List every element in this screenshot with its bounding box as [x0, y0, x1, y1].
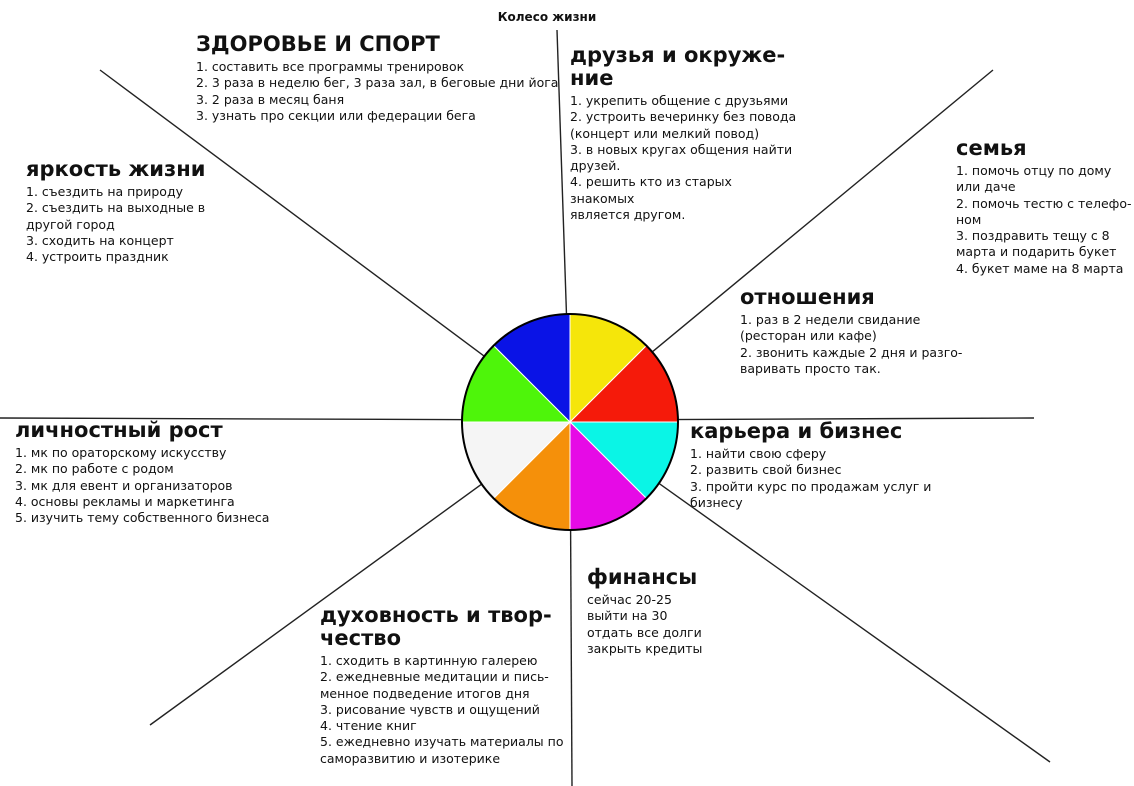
list-item: 4. букет маме на 8 марта: [956, 260, 1124, 276]
sector-title: яркость жизни: [26, 157, 206, 181]
list-item: 4. чтение книг: [320, 718, 417, 734]
list-item: 2. 3 раза в неделю бег, 3 раза зал, в беговые дни йога: [196, 75, 559, 91]
list-item: 3. пройти курс по продажам услуг и: [690, 478, 932, 494]
list-item: 3. узнать про секции или федерации бега: [196, 107, 476, 123]
sector-friends-environment: [570, 44, 800, 223]
list-item: 1. мк по ораторскому искусству: [15, 445, 227, 460]
list-item: 1. раз в 2 недели свидание: [740, 312, 921, 327]
list-item: 3. в новых кругах общения найти: [570, 141, 793, 157]
list-item: 2. развить свой бизнес: [690, 462, 842, 478]
list-item: 3. рисование чувств и ощущений: [320, 701, 540, 717]
sector-title: личностный рост: [15, 418, 223, 442]
sector-title-line: чество: [320, 626, 401, 650]
sector-title: семья: [956, 136, 1027, 160]
list-item: является другом.: [570, 207, 686, 223]
sector-finance: [587, 566, 747, 657]
sector-relationships: [740, 286, 968, 377]
list-item: 3. сходить на концерт: [26, 232, 174, 248]
list-item: сейчас 20-25: [587, 592, 672, 607]
sector-title: ЗДОРОВЬЕ И СПОРТ: [196, 32, 440, 56]
sector-family: [956, 137, 1134, 277]
list-item: варивать просто так.: [740, 360, 881, 376]
list-item: закрыть кредиты: [587, 640, 703, 656]
sector-title: финансы: [587, 565, 698, 589]
list-item: 2. устроить вечеринку без повода: [570, 109, 797, 125]
list-item: 5. ежедневно изучать материалы по: [320, 734, 564, 750]
list-item: 4. устроить праздник: [26, 249, 169, 265]
sector-title: карьера и бизнес: [690, 419, 903, 443]
list-item: 4. решить кто из старых знакомых: [570, 174, 732, 206]
list-item: выйти на 30: [587, 608, 668, 624]
sector-spirituality-creativity: [320, 604, 570, 767]
wheel-segments: [462, 314, 678, 530]
sector-title-line: ние: [570, 66, 614, 90]
page-title: Колесо жизни: [497, 10, 597, 24]
list-item: 2. помочь тестю с телефо-: [956, 195, 1132, 211]
sector-health-sport: [196, 33, 576, 124]
sector-title: [320, 604, 570, 650]
list-item: 1. помочь отцу по дому: [956, 163, 1112, 178]
sector-brightness-of-life: [26, 158, 246, 265]
list-item: ном: [956, 211, 982, 227]
list-item: (ресторан или кафе): [740, 328, 877, 344]
list-item: 3. мк для евент и организаторов: [15, 477, 233, 493]
list-item: саморазвитию и изотерике: [320, 750, 501, 766]
list-item: 5. изучить тему собственного бизнеса: [15, 510, 270, 526]
list-item: менное подведение итогов дня: [320, 685, 530, 701]
list-item: 2. съездить на выходные в: [26, 200, 206, 216]
list-item: 3. поздравить тещу с 8: [956, 228, 1110, 244]
list-item: 1. найти свою сферу: [690, 446, 827, 461]
list-item: или даче: [956, 179, 1016, 195]
list-item: 2. звонить каждые 2 дня и разго-: [740, 344, 963, 360]
list-item: марта и подарить букет: [956, 244, 1117, 260]
list-item: другой город: [26, 216, 115, 232]
list-item: 1. съездить на природу: [26, 184, 183, 199]
sector-title: отношения: [740, 285, 875, 309]
list-item: 1. составить все программы тренировок: [196, 59, 465, 74]
sector-title: [570, 44, 800, 90]
list-item: (концерт или мелкий повод): [570, 125, 760, 141]
sector-career-business: [690, 420, 940, 511]
list-item: 2. мк по работе с родом: [15, 461, 174, 477]
list-item: отдать все долги: [587, 624, 702, 640]
list-item: 4. основы рекламы и маркетинга: [15, 493, 235, 509]
list-item: бизнесу: [690, 494, 743, 510]
sector-title-line: духовность и твор-: [320, 603, 552, 627]
sector-personal-growth: [15, 419, 285, 526]
sector-title-line: друзья и окруже-: [570, 43, 786, 67]
list-item: 2. ежедневные медитации и пись-: [320, 669, 549, 685]
list-item: 3. 2 раза в месяц баня: [196, 91, 345, 107]
list-item: 1. укрепить общение с друзьями: [570, 93, 789, 108]
list-item: друзей.: [570, 158, 621, 174]
list-item: 1. сходить в картинную галерею: [320, 653, 538, 668]
